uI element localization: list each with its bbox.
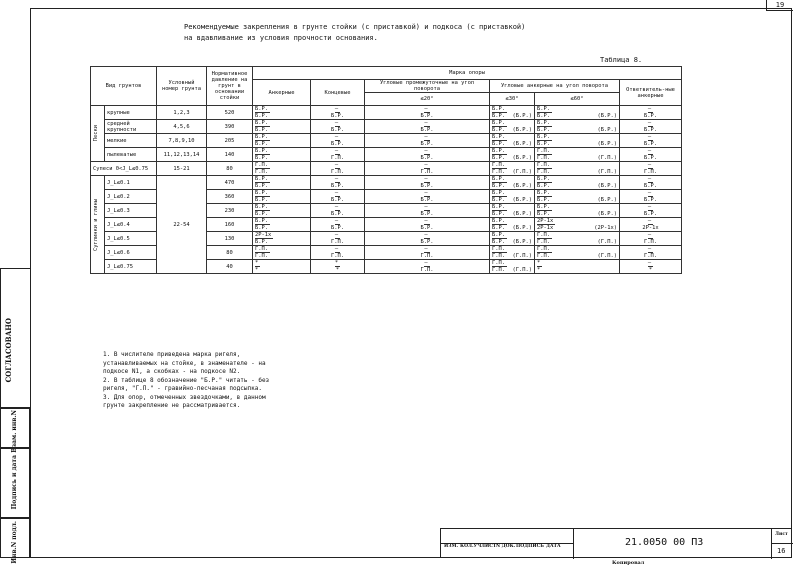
header-soil-number: Условный номер грунта xyxy=(157,67,207,106)
brand-cell: $\frac{Б.Р.}{Б.Р.}$ (Б.Р.) xyxy=(490,218,535,232)
stamp-docnum: N ДОК. xyxy=(496,544,516,549)
soil-name: крупные xyxy=(105,106,157,120)
soil-name: J_L≤0.6 xyxy=(105,246,157,260)
brand-cell: — Г.П. xyxy=(311,162,365,176)
soil-name: мелкие xyxy=(105,134,157,148)
pressure-value: 130 xyxy=(207,232,253,246)
brand-cell: $\frac{Б.Р.}{Б.Р.}$ (Б.Р.) xyxy=(490,204,535,218)
brand-cell: — Б.Р. xyxy=(620,204,682,218)
brand-cell: — Г.П. xyxy=(620,232,682,246)
document-code: 21.0050 00 ПЗ xyxy=(625,537,704,548)
inv-label: Взам. инв.N xyxy=(11,410,18,453)
table-number: Таблица 8. xyxy=(600,56,643,64)
soil-name: средней крупности xyxy=(105,120,157,134)
brand-cell: $\frac{2Р-1х}{2Р-1х}$ (2Р-1х) xyxy=(535,218,620,232)
brand-cell: — Б.Р. xyxy=(311,218,365,232)
brand-cell: Б.Р. Б.Р. xyxy=(253,120,311,134)
header-intermediate: Угловые промежуточные на угол поворота xyxy=(365,80,490,93)
note-line: 1. В числителе приведена марка ригеля, xyxy=(103,351,241,358)
brand-cell: 2Р-1х Б.Р. xyxy=(253,232,311,246)
brand-cell: $\frac{Б.Р.}{Б.Р.}$ (Б.Р.) xyxy=(535,134,620,148)
soil-number: 11,12,13,14 xyxy=(157,148,207,162)
table-row xyxy=(91,120,682,134)
note-line: устанавливаемых на стойке, в знаменателе - на xyxy=(103,359,266,367)
brand-cell: — 2Р-1х xyxy=(620,218,682,232)
brand-cell: $\frac{Г.П.}{Г.П.}$ (Г.П.) xyxy=(535,148,620,162)
brand-cell: Б.Р. Б.Р. xyxy=(253,148,311,162)
brand-cell: $\frac{Б.Р.}{Б.Р.}$ (Б.Р.) xyxy=(535,190,620,204)
header-angle-60: ≤60° xyxy=(535,93,620,106)
brand-cell: Б.Р. Б.Р. xyxy=(253,204,311,218)
brand-cell: $\frac{Б.Р.}{Б.Р.}$ (Б.Р.) xyxy=(490,106,535,120)
brand-cell: — Б.Р. xyxy=(365,148,490,162)
brand-cell: — Б.Р. xyxy=(365,190,490,204)
soil-number: 22-54 xyxy=(157,176,207,274)
soil-name: J_L≤0.2 xyxy=(105,190,157,204)
brand-cell: Б.Р. Б.Р. xyxy=(253,190,311,204)
brand-cell: — Б.Р. xyxy=(365,176,490,190)
header-angle-anchor: Угловые анкерные на угол поворота xyxy=(490,80,620,93)
stamp-signature: ПОДПИСЬ xyxy=(516,544,544,549)
brand-cell: — Г.П. xyxy=(620,246,682,260)
brand-cell: $\frac{Б.Р.}{Б.Р.}$ (Б.Р.) xyxy=(490,134,535,148)
brand-cell: Б.Р. Б.Р. xyxy=(253,176,311,190)
header-angle-30: ≤30° xyxy=(490,93,535,106)
brand-cell: — Б.Р. xyxy=(620,176,682,190)
brand-cell: $\frac{Б.Р.}{Б.Р.}$ (Б.Р.) xyxy=(535,106,620,120)
group-sands: Пески xyxy=(91,106,105,162)
inv2-label: Инв.N подл. xyxy=(11,521,18,564)
brand-cell: $\frac{Б.Р.}{Б.Р.}$ (Б.Р.) xyxy=(535,120,620,134)
brand-cell: — Г.П. xyxy=(365,246,490,260)
brand-cell: Г.П. Г.П. xyxy=(253,162,311,176)
pressure-value: 360 xyxy=(207,190,253,204)
title-line-2: на вдавливание из условия прочности основания. xyxy=(184,34,378,42)
soil-name: пылеватые xyxy=(105,148,157,162)
brand-cell: — Б.Р. xyxy=(365,232,490,246)
brand-cell: $\frac{Б.Р.}{Б.Р.}$ (Б.Р.) xyxy=(490,148,535,162)
note-line: подкосе N1, а скобках - на подкосе N2. xyxy=(103,368,241,375)
soil-fixing-table xyxy=(90,66,682,274)
soil-name: J_L≤0.3 xyxy=(105,204,157,218)
brand-cell: — Б.Р. xyxy=(311,106,365,120)
pressure-value: 40 xyxy=(207,260,253,274)
stamp-sheet: ЛИСТ xyxy=(481,544,497,549)
soil-name: J_L≤0.1 xyxy=(105,176,157,190)
brand-cell: $\frac{Б.Р.}{Б.Р.}$ (Б.Р.) xyxy=(490,176,535,190)
brand-cell: Г.П. Г.П. xyxy=(253,246,311,260)
left-approval-strip xyxy=(0,268,30,564)
header-pressure: Нормативное давление на грунт в основании стойки xyxy=(207,67,253,106)
header-branch: Ответвитель-ные анкерные xyxy=(620,80,682,106)
brand-cell: — Б.Р. xyxy=(365,204,490,218)
brand-cell: $\frac{Б.Р.}{Б.Р.}$ (Б.Р.) xyxy=(490,232,535,246)
brand-cell: * * xyxy=(253,260,311,274)
pressure-value: 160 xyxy=(207,218,253,232)
pressure-value: 390 xyxy=(207,120,253,134)
pressure-value: 230 xyxy=(207,204,253,218)
brand-cell: — Б.Р. xyxy=(311,176,365,190)
brand-cell: * * xyxy=(311,260,365,274)
pressure-value: 520 xyxy=(207,106,253,120)
brand-cell: $\frac{Г.П.}{Г.П.}$ (Г.П.) xyxy=(490,162,535,176)
pressure-value: 80 xyxy=(207,246,253,260)
page-number: 19 xyxy=(766,0,793,11)
brand-cell: — Б.Р. xyxy=(311,204,365,218)
pressure-value: 205 xyxy=(207,134,253,148)
brand-cell: — Б.Р. xyxy=(311,190,365,204)
brand-cell: — Б.Р. xyxy=(620,190,682,204)
brand-cell: — Б.Р. xyxy=(620,106,682,120)
sign-label: Подпись и дата xyxy=(11,455,18,510)
soil-number: 1,2,3 xyxy=(157,106,207,120)
notes xyxy=(103,351,343,411)
soil-number: 7,8,9,10 xyxy=(157,134,207,148)
brand-cell: — Г.П. xyxy=(620,162,682,176)
brand-cell: — Г.П. xyxy=(311,148,365,162)
soil-name: J_L≤0.75 xyxy=(105,260,157,274)
table-body xyxy=(91,106,682,274)
header-soil-type: Вид грунтов xyxy=(91,67,157,106)
brand-cell: — Г.П. xyxy=(311,232,365,246)
brand-cell: — Б.Р. xyxy=(365,134,490,148)
sheet-label: Лист xyxy=(775,532,788,537)
table-row xyxy=(91,106,682,120)
brand-cell: Б.Р. Б.Р. xyxy=(253,218,311,232)
brand-cell: — Б.Р. xyxy=(365,120,490,134)
stamp-change: ИЗМ. xyxy=(444,544,459,549)
brand-cell: $\frac{Г.П.}{Г.П.}$ (Г.П.) xyxy=(490,260,535,274)
brand-cell: — * xyxy=(620,260,682,274)
brand-cell: — Г.П. xyxy=(311,246,365,260)
table-row xyxy=(91,162,682,176)
table-row xyxy=(91,134,682,148)
brand-cell: $\frac{Г.П.}{Г.П.}$ (Г.П.) xyxy=(535,162,620,176)
brand-cell: $\frac{Г.П.}{Г.П.}$ (Г.П.) xyxy=(535,232,620,246)
note-line: грунте закрепление не рассматривается. xyxy=(103,402,241,409)
document-title xyxy=(184,22,525,44)
sheet-number: 16 xyxy=(777,547,786,555)
pressure-value: 80 xyxy=(207,162,253,176)
brand-cell: $\frac{Г.П.}{Г.П.}$ (Г.П.) xyxy=(535,246,620,260)
note-line: 2. В таблице 8 обозначение "Б.Р." читать - без xyxy=(103,376,270,384)
brand-cell: — Б.Р. xyxy=(620,120,682,134)
pressure-value: 470 xyxy=(207,176,253,190)
brand-cell: — Б.Р. xyxy=(365,106,490,120)
title-block xyxy=(440,528,792,558)
agreed-label: СОГЛАСОВАНО xyxy=(4,318,13,383)
title-line-1: Рекомендуемые закрепления в грунте стойки (с приставкой) и подкоса (с приставкой) xyxy=(184,23,526,31)
header-anchor: Анкерные xyxy=(253,80,311,106)
group-loams: Суглинки и глины xyxy=(91,176,105,274)
table-row xyxy=(91,148,682,162)
brand-cell: $\frac{*}{*}$ xyxy=(535,260,620,274)
brand-cell: — Б.Р. xyxy=(620,134,682,148)
pressure-value: 140 xyxy=(207,148,253,162)
brand-cell: — Г.П. xyxy=(365,260,490,274)
soil-number: 4,5,6 xyxy=(157,120,207,134)
brand-cell: Б.Р. Б.Р. xyxy=(253,134,311,148)
copied-by: Копировал xyxy=(612,560,645,566)
brand-cell: — Б.Р. xyxy=(311,134,365,148)
note-line: 3. Для опор, отмеченных звездочками, в данном xyxy=(103,393,266,401)
brand-cell: $\frac{Б.Р.}{Б.Р.}$ (Б.Р.) xyxy=(535,176,620,190)
soil-name: Супеси 0<J_L≤0.75 xyxy=(91,162,157,176)
header-angle-20: ≤20° xyxy=(365,93,490,106)
stamp-qty: КОЛ.УЧ xyxy=(460,544,482,549)
brand-cell: — Б.Р. xyxy=(311,120,365,134)
header-support-brand: Марка опоры xyxy=(253,67,682,80)
brand-cell: — Б.Р. xyxy=(365,218,490,232)
soil-number: 15-21 xyxy=(157,162,207,176)
brand-cell: $\frac{Г.П.}{Г.П.}$ (Г.П.) xyxy=(490,246,535,260)
brand-cell: Б.Р. Б.Р. xyxy=(253,106,311,120)
brand-cell: $\frac{Б.Р.}{Б.Р.}$ (Б.Р.) xyxy=(535,204,620,218)
brand-cell: — Г.П. xyxy=(365,162,490,176)
table-row xyxy=(91,176,682,190)
soil-name: J_L≤0.4 xyxy=(105,218,157,232)
brand-cell: $\frac{Б.Р.}{Б.Р.}$ (Б.Р.) xyxy=(490,190,535,204)
header-end: Концевые xyxy=(311,80,365,106)
stamp-date: ДАТА xyxy=(546,544,561,549)
soil-name: J_L≤0.5 xyxy=(105,232,157,246)
brand-cell: $\frac{Б.Р.}{Б.Р.}$ (Б.Р.) xyxy=(490,120,535,134)
brand-cell: — Б.Р. xyxy=(620,148,682,162)
note-line: ригеля, "Г.П." - гравийно-песчаная подсыпка. xyxy=(103,385,262,392)
